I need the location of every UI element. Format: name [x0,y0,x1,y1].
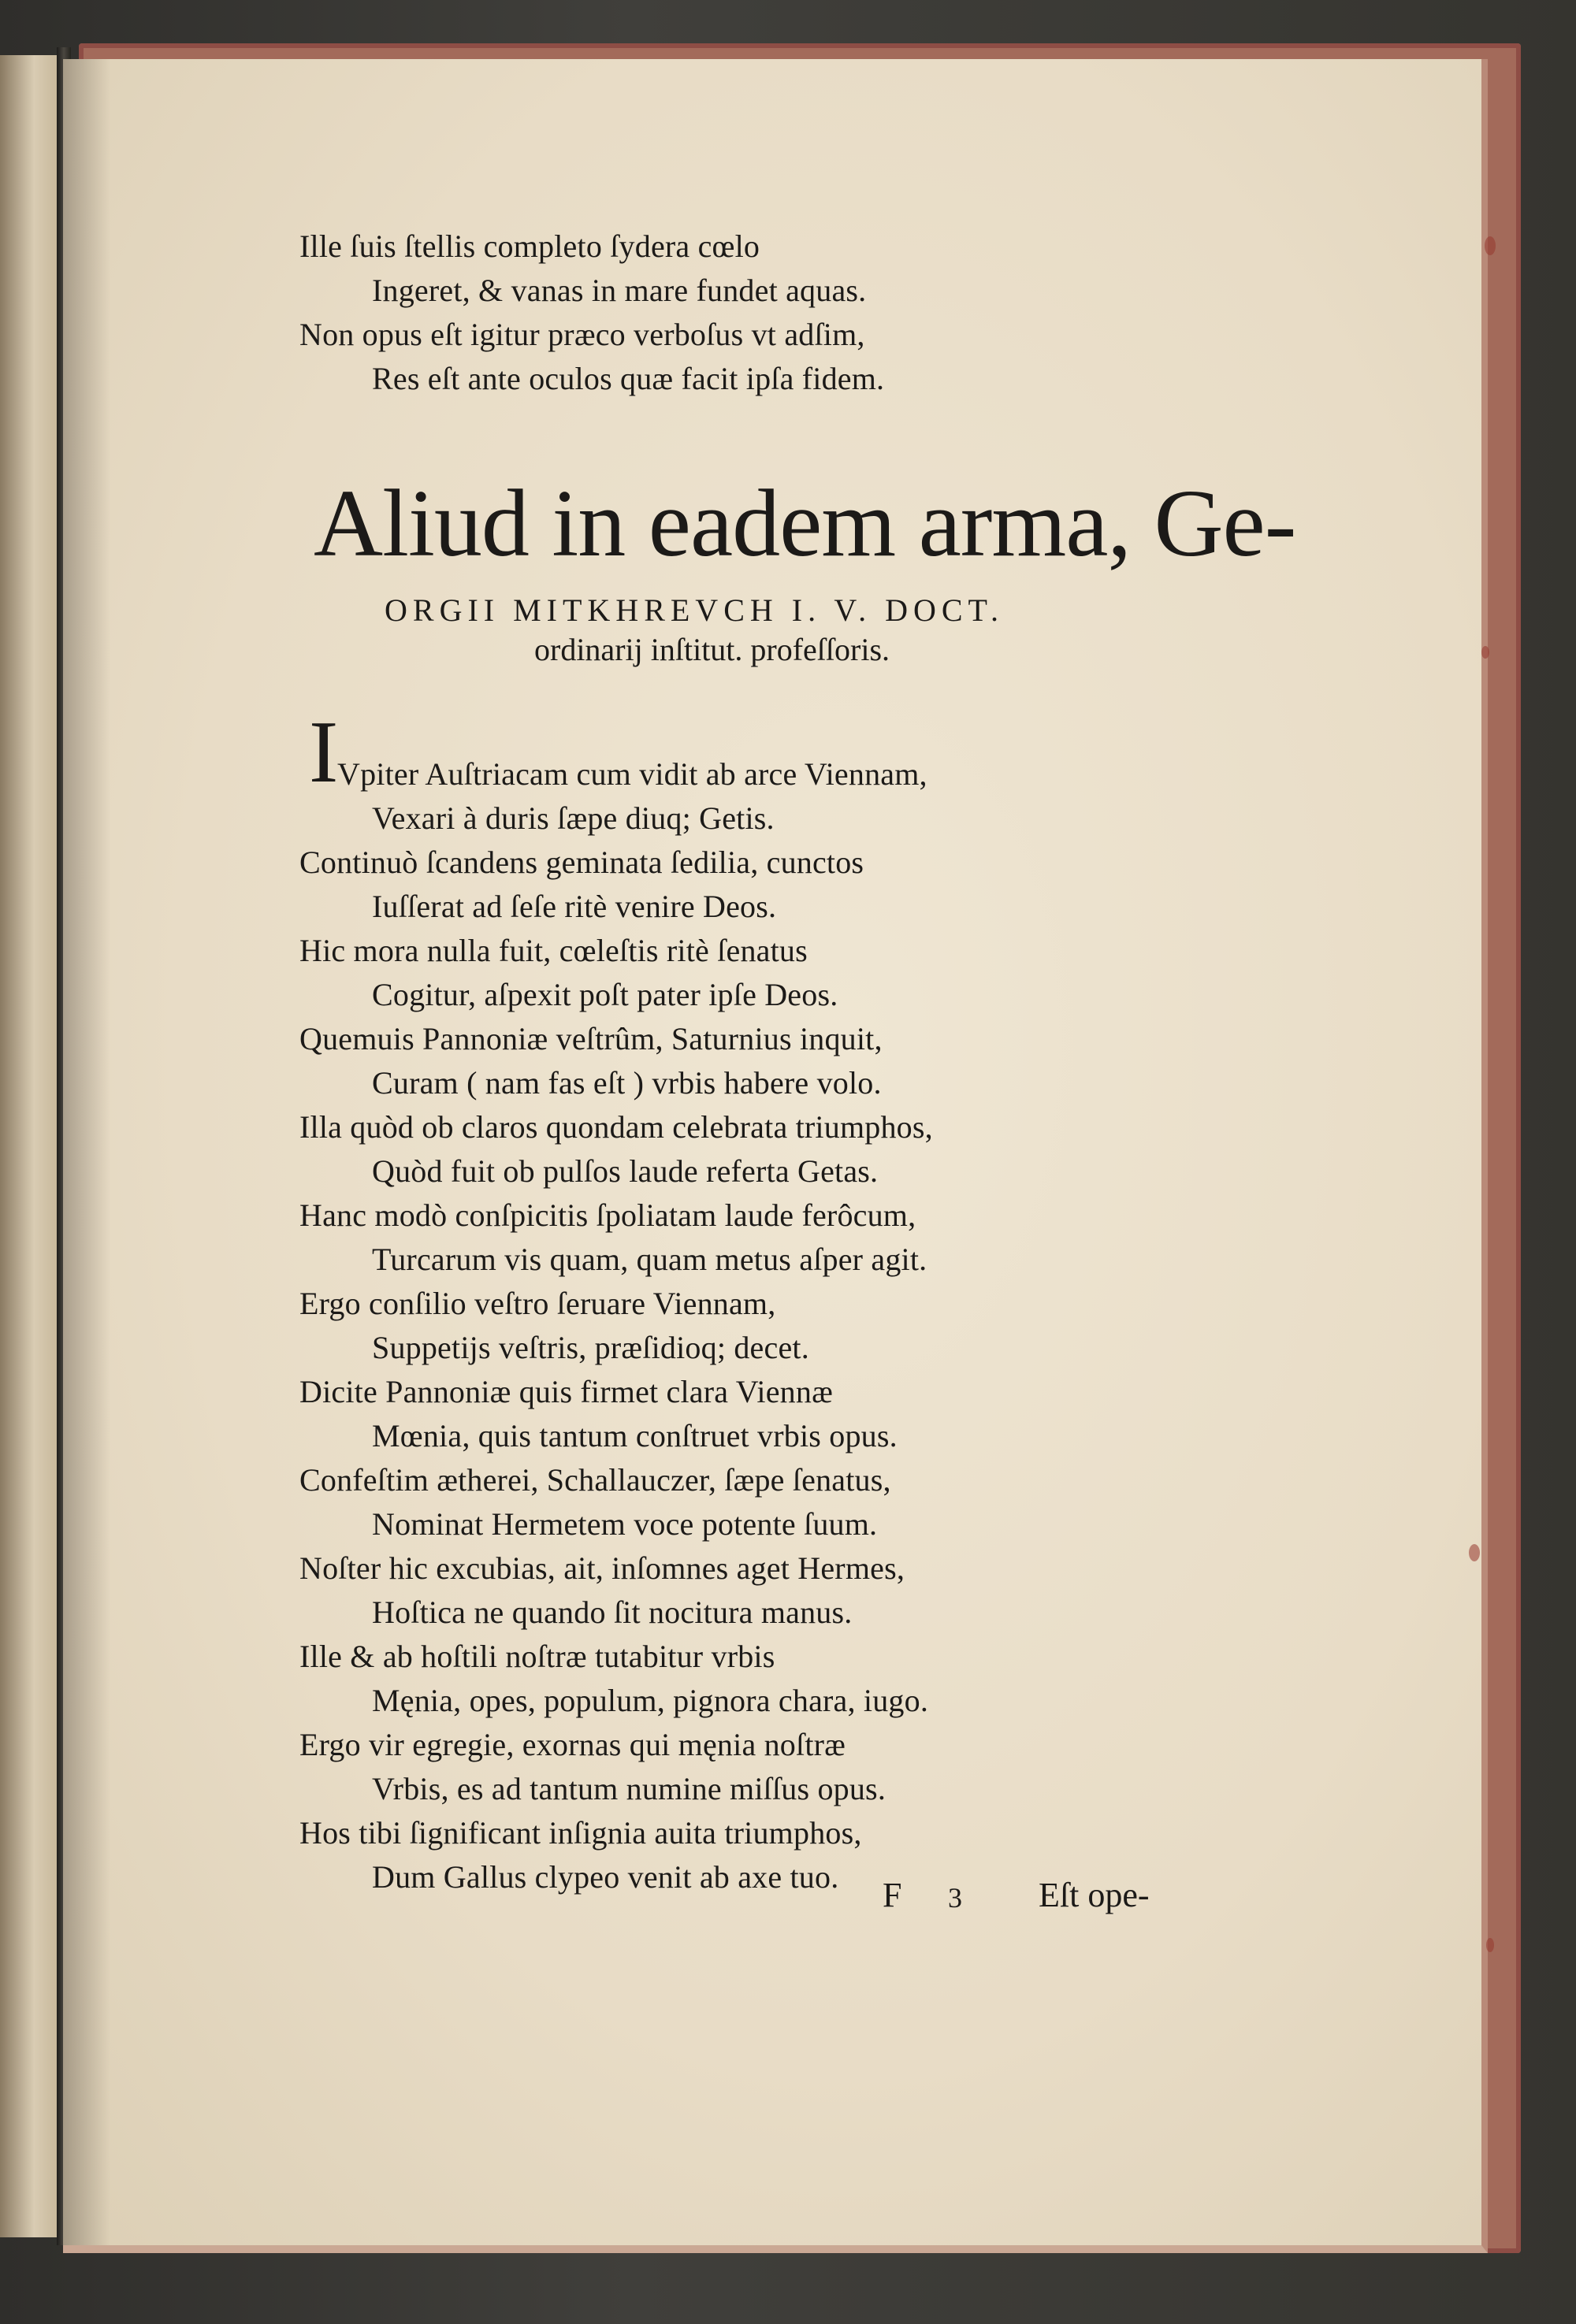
verse-line: Hanc modò conſpicitis ſpoliatam laude ferôcum, [299,1197,916,1233]
verse-line: Cogitur, aſpexit poſt pater ipſe Deos. [372,977,838,1012]
drop-cap: I [309,704,339,801]
verse-line: Quòd fuit ob pulſos laude referta Getas. [372,1153,879,1189]
top-verse [299,225,884,401]
verse-line: Quemuis Pannoniæ veſtrûm, Saturnius inquit, [299,1021,883,1056]
catchword: Eſt ope- [1039,1876,1150,1914]
verse-line: Ergo vir egregie, exornas qui męnia noſtræ [299,1727,846,1762]
verse-line: Dicite Pannoniæ quis firmet clara Viennæ [299,1374,833,1409]
signature-mark: F [883,1876,902,1914]
verse-line: Res eſt ante oculos quæ facit ipſa fidem. [372,361,885,396]
verse-line: Męnia, opes, populum, pignora chara, iugo. [372,1683,929,1718]
verse-line: Ille ſuis ſtellis completo ſydera cœlo [299,228,760,264]
verse-line: Mœnia, quis tantum conſtruet vrbis opus. [372,1418,898,1453]
verse-line: Nominat Hermetem voce potente ſuum. [372,1506,878,1542]
main-verse [299,752,933,1899]
stain-mark [1481,646,1489,659]
page-number: 3 [948,1882,962,1914]
poem-heading: Aliud in eadem arma, Ge- [314,470,1296,577]
verse-line: Continuò ſcandens geminata ſedilia, cunctos [299,845,864,880]
verse-line: Noſter hic excubias, ait, inſomnes aget Hermes, [299,1550,905,1586]
stain-mark [1469,1544,1480,1561]
verse-line: Dum Gallus clypeo venit ab axe tuo. [372,1859,839,1895]
left-page-edge [0,55,59,2237]
verse-line: Suppetijs veſtris, præſidioq; decet. [372,1330,809,1365]
verse-line: Turcarum vis quam, quam metus aſper agit. [372,1242,927,1277]
verse-line: Confeſtim ætherei, Schallauczer, ſæpe ſenatus, [299,1462,891,1498]
verse-line: Illa quòd ob claros quondam celebrata triumphos, [299,1109,933,1145]
verse-line: Hos tibi ſignificant inſignia auita triumphos, [299,1815,862,1851]
verse-line: Vpiter Auſtriacam cum vidit ab arce Viennam, [337,756,927,792]
verse-line: Hoſtica ne quando ſit nocitura manus. [372,1595,853,1630]
verse-line: Vexari à duris ſæpe diuq; Getis. [372,800,775,836]
verse-line: Ergo conſilio veſtro ſeruare Viennam, [299,1286,776,1321]
stain-mark [1485,236,1496,255]
verse-line: Hic mora nulla fuit, cœleſtis ritè ſenatus [299,933,808,968]
verse-line: Non opus eſt igitur præco verboſus vt adſim, [299,317,865,352]
verse-line: Iuſſerat ad ſeſe ritè venire Deos. [372,889,777,924]
verse-line: Ille & ab hoſtili noſtræ tutabitur vrbis [299,1639,775,1674]
verse-line: Curam ( nam fas eſt ) vrbis habere volo. [372,1065,882,1101]
verse-line: Ingeret, & vanas in mare fundet aquas. [372,273,867,308]
gutter-shadow [63,59,110,2245]
verse-line: Vrbis, es ad tantum numine miſſus opus. [372,1771,886,1806]
author-line: ORGII MITKHREVCH I. V. DOCT. [385,592,1004,628]
author-title-line: ordinarij inſtitut. profeſſoris. [534,632,890,667]
stain-mark [1486,1938,1494,1952]
